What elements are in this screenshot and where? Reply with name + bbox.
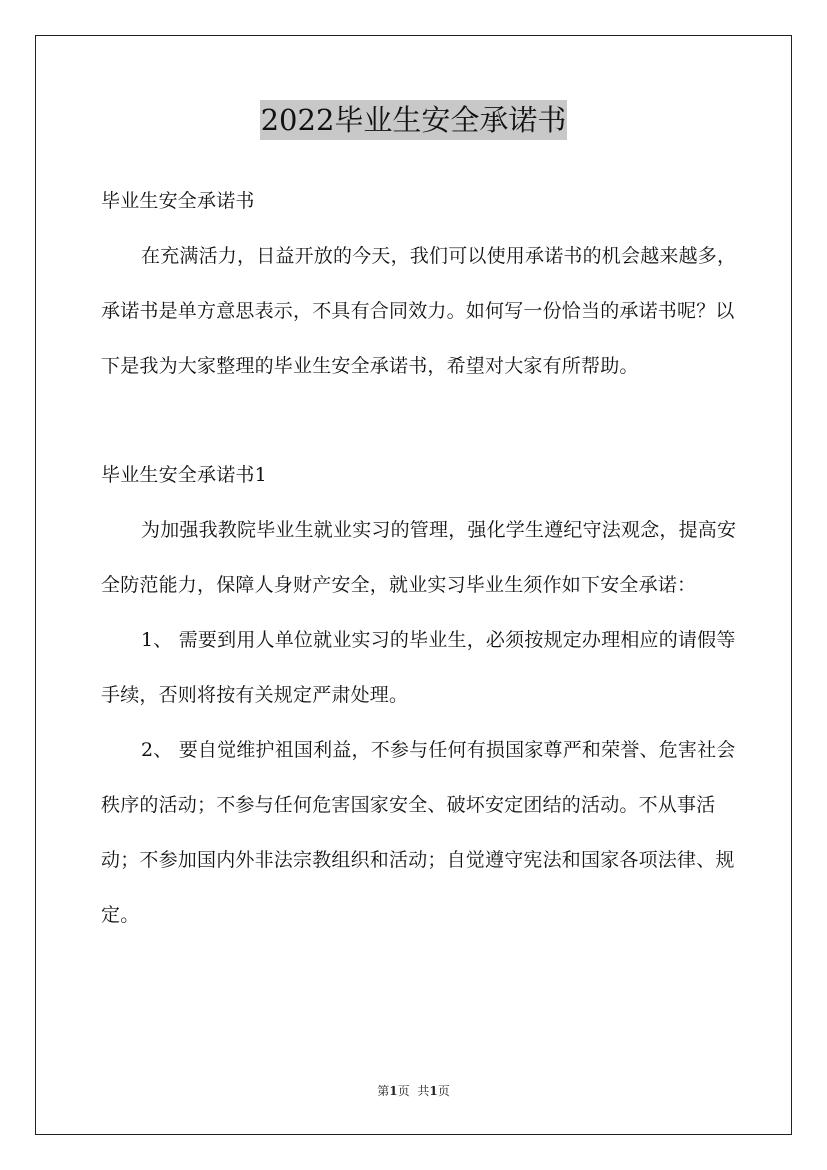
paragraph-gap: [101, 394, 741, 448]
document-title: 2022毕业生安全承诺书: [260, 100, 568, 140]
total-suffix: 页: [437, 1084, 450, 1098]
intro-paragraph: 在充满活力，日益开放的今天，我们可以使用承诺书的机会越来越多，承诺书是单方意思表示，不具有合同效力。如何写一份恰当的承诺书呢？以下是我为大家整理的毕业生安全承诺书，希望对大家有所帮助。: [101, 245, 737, 377]
body-paragraph: 为加强我教院毕业生就业实习的管理，强化学生遵纪守法观念，提高安全防范能力，保障人身财产安全，就业实习毕业生须作如下安全承诺：: [101, 519, 737, 596]
section-heading: 毕业生安全承诺书: [101, 190, 255, 212]
document-body: [101, 174, 741, 943]
title-container: [0, 100, 827, 140]
current-page-number: 1: [389, 1084, 398, 1098]
page-footer: [0, 1083, 827, 1099]
section-heading-1: 毕业生安全承诺书1: [101, 464, 267, 486]
total-page-number: 1: [429, 1084, 438, 1098]
page-prefix: 第: [377, 1084, 390, 1098]
list-item-2: 2、 要自觉维护祖国利益，不参与任何有损国家尊严和荣誉、危害社会秩序的活动；不参与任何危害国家安全、破坏安定团结的活动。不从事活动；不参加国内外非法宗教组织和活动；自觉遵守宪法和国家各项法律、规定。: [101, 739, 736, 926]
total-prefix: 共: [417, 1084, 430, 1098]
page-suffix: 页: [397, 1084, 410, 1098]
list-item-1: 1、 需要到用人单位就业实习的毕业生，必须按规定办理相应的请假等手续，否则将按有关规定严肃处理。: [101, 629, 736, 706]
